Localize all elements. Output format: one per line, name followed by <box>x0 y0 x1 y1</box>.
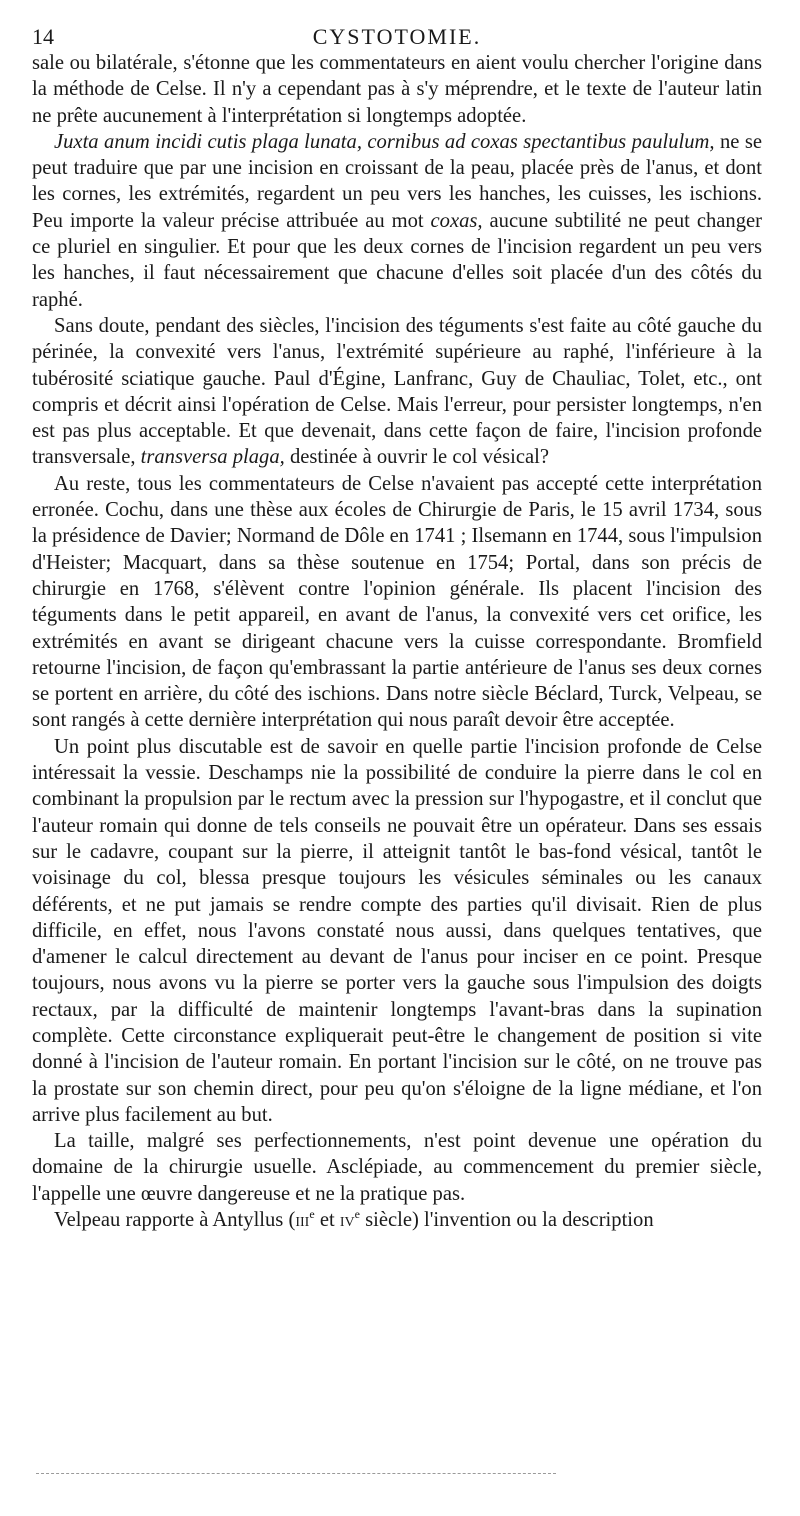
footer-rule <box>36 1473 556 1474</box>
paragraph <box>32 50 762 129</box>
paragraph <box>32 1207 762 1233</box>
paragraph <box>32 129 762 313</box>
text-run: Sans doute, pendant des siècles, l'incision des téguments s'est faite au côté gauche du périnée, la convexité vers l'anus, l'extrémité supérieure au raphé, l'inférieure à la tubérosité sciatique gauche. Paul d'Égine, Lanfranc, Guy de Chauliac, Tolet, etc., ont compris et décrit ainsi l'opération de Celse. Mais l'erreur, pour persister longtemps, n'en est pas plus acceptable. Et que devenait, dans cette façon de faire, l'incision profonde transversale, <box>32 314 762 469</box>
page-number: 14 <box>32 24 54 49</box>
running-title: CYSTOTOMIE. <box>312 24 482 49</box>
body-text <box>32 50 762 1233</box>
italic-text: Juxta anum incidi cutis plaga lunata, cornibus ad coxas spectantibus paululum, <box>54 130 715 153</box>
text-run: sale ou bilatérale, s'étonne que les commentateurs en aient voulu chercher l'origine dans la méthode de Celse. Il n'y a cependant pas à s'y méprendre, et le texte de l'auteur latin ne prête aucunement à l'interprétation si longtemps adoptée. <box>32 52 762 127</box>
page-header <box>32 22 762 52</box>
text-run: iii <box>295 1209 310 1232</box>
paragraph <box>32 313 762 471</box>
text-run: et <box>314 1209 340 1232</box>
text-run: Un point plus discutable est de savoir en quelle partie l'incision profonde de Celse intéressait la vessie. Deschamps nie la possibilité de conduire la pierre dans le col en combinant la propulsion par le rectum avec la pression sur l'hypogastre, et il conclut que l'auteur romain qui donne de tels conseils ne pouvait être un opérateur. Dans ses essais sur le cadavre, coupant sur la pierre, il atteignit tantôt le bas-fond vésical, tantôt le voisinage du col, blessa presque toujours les vésicules séminales ou les canaux déférents, et ne put jamais se rendre compte des parties qu'il divisait. Rien de plus difficile, en effet, nous l'avons constaté nous aussi, dans quelques tentatives, que d'amener le calcul directement au devant de l'anus pour inciser en ce point. Presque toujours, nous avons vu la pierre se porter vers la gauche sous l'impulsion des doigts rectaux, par la difficulté de maintenir longtemps l'avant-bras dans la supination complète. Cette circonstance expliquerait peut-être le changement de position si vite donné à l'incision de l'auteur romain. En portant l'incision sur le côté, on ne trouve pas la prostate sur son chemin direct, pour peu qu'on s'éloigne de la ligne médiane, et l'on arrive plus facilement au but. <box>32 735 762 1126</box>
text-run: ne se peut traduire que par une incision en croissant de la peau, placée près de l'anus, et dont les cornes, les extrémités, regardent un peu vers les hanches, les cuisses, les ischions. Peu importe la valeur précise attribuée au mot <box>32 130 763 232</box>
paragraph <box>32 471 762 734</box>
italic-text: transversa plaga, <box>140 446 285 469</box>
text-run: Au reste, tous les commentateurs de Celse n'avaient pas accepté cette interprétation erronée. Cochu, dans une thèse aux écoles de Chirurgie de Paris, le 15 avril 1734, sous la présidence de Davier; Normand de Dôle en 1741 ; Ilsemann en 1744, sous l'impulsion d'Heister; Macquart, dans sa thèse soutenue en 1754; Portal, dans son précis de chirurgie en 1768, s'élèvent contre l'opinion générale. Ils placent l'incision des téguments dans le petit appareil, en avant de l'anus, la convexité vers cet orifice, les extrémités en avant se dirigeant chacune vers la cuisse correspondante. Bromfield retourne l'incision, de façon qu'embrassant la partie antérieure de l'anus ses deux cornes se portent en arrière, du côté des ischions. Dans notre siècle Béclard, Turck, Velpeau, se sont rangés à cette dernière interprétation qui nous paraît devoir être acceptée. <box>32 472 762 732</box>
text-run: destinée à ouvrir le col vésical? <box>284 446 549 469</box>
text-run: La taille, malgré ses perfectionnements, n'est point devenue une opération du domaine de la chirurgie usuelle. Asclépiade, au commencement du premier siècle, l'appelle une œuvre dangereuse et ne la pratique pas. <box>32 1130 762 1205</box>
text-run: aucune subtilité ne peut changer ce pluriel en singulier. Et pour que les deux cornes de l'incision regardent un peu vers les hanches, il faut nécessairement que chacune d'elles soit placée d'un des côtés du raphé. <box>32 209 762 311</box>
text-run: Velpeau rapporte à Antyllus ( <box>54 1209 296 1232</box>
paragraph <box>32 1128 762 1207</box>
text-run: iv <box>339 1209 355 1232</box>
italic-text: coxas, <box>430 209 483 232</box>
text-run: siècle) l'invention ou la description <box>359 1209 654 1232</box>
superscript: e <box>309 1207 315 1222</box>
paragraph <box>32 734 762 1128</box>
superscript: e <box>354 1207 360 1222</box>
